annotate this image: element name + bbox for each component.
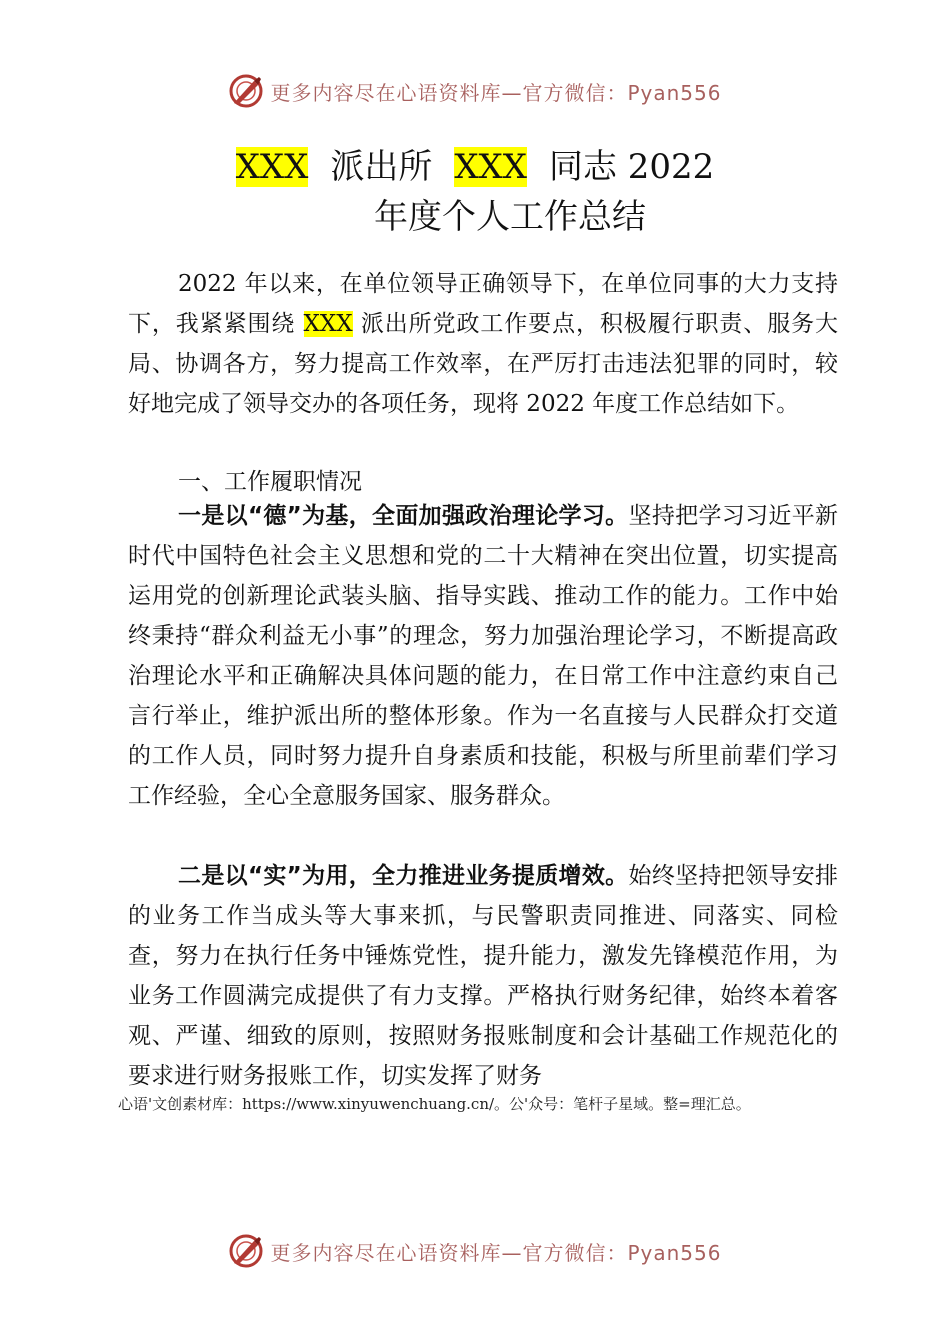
name-suffix: 同志 2022 — [548, 147, 715, 187]
intro-text-2: 派出所党政工作要点，积极履行职责、服务大局、协调各方，努力提高工作效率，在严厉打击违法犯罪的同时，较好地完成了领导交办的各项任务，现将 2022 年度工作总结如下。 — [128, 311, 839, 417]
intro-text-1: 2022 年以来，在单位领导正确领导下，在单位同事的大力支持下，我紧紧围绕 — [128, 271, 838, 337]
item2-body: 始终坚持把领导安排的业务工作当成头等大事来抓，与民警职责同推进、同落实、同检查，努力在执行任务中锤炼党性，提升能力，激发先锋模范作用，为业务工作圆满完成提供了有力支撑。严格执行财务纪律，始终本着客观、严谨、细致的原则，按照财务报账制度和会计基础工作规范化的要求进行财务报账工作，切实发挥了财务 — [128, 863, 839, 1089]
pen-circle-logo-icon — [228, 73, 264, 109]
item2-paragraph — [128, 856, 838, 1096]
item1-lead: 一是以“德”为基，全面加强政治理论学习。 — [178, 503, 629, 529]
source-note: 心语'文创素材库：https://www.xinyuwenchuang.cn/。公'众号：笔杆子星域。整=理汇总。 — [118, 1095, 751, 1113]
document-title-line1 — [0, 142, 950, 192]
org-suffix: 派出所 — [330, 147, 433, 187]
banner-text: 更多内容尽在心语资料库—官方微信：Pyan556 — [270, 1240, 722, 1265]
pen-circle-logo-icon — [228, 1233, 264, 1269]
name-placeholder-highlight: XXX — [454, 147, 527, 187]
section-heading: 一、工作履职情况 — [178, 469, 362, 495]
item2-lead: 二是以“实”为用，全力推进业务提质增效。 — [178, 863, 629, 889]
banner-text: 更多内容尽在心语资料库—官方微信：Pyan556 — [270, 80, 722, 105]
item1-body: 坚持把学习习近平新时代中国特色社会主义思想和党的二十大精神在突出位置，切实提高运用党的创新理论武装头脑、指导实践、推动工作的能力。工作中始终秉持“群众利益无小事”的理念，努力加强治理论学习，不断提高政治理论水平和正确解决具体问题的能力，在日常工作中注意约束自己言行举止，维护派出所的整体形象。作为一名直接与人民群众打交道的工作人员，同时努力提升自身素质和技能，积极与所里前辈们学习工作经验，全心全意服务国家、服务群众。 — [128, 503, 839, 809]
top-banner — [0, 68, 950, 114]
bottom-banner — [0, 1228, 950, 1274]
intro-paragraph — [128, 264, 838, 424]
document-title-line2: 年度个人工作总结 — [374, 197, 646, 237]
intro-highlight: XXX — [303, 311, 353, 337]
org-placeholder-highlight: XXX — [235, 147, 309, 187]
item1-paragraph — [128, 496, 838, 816]
